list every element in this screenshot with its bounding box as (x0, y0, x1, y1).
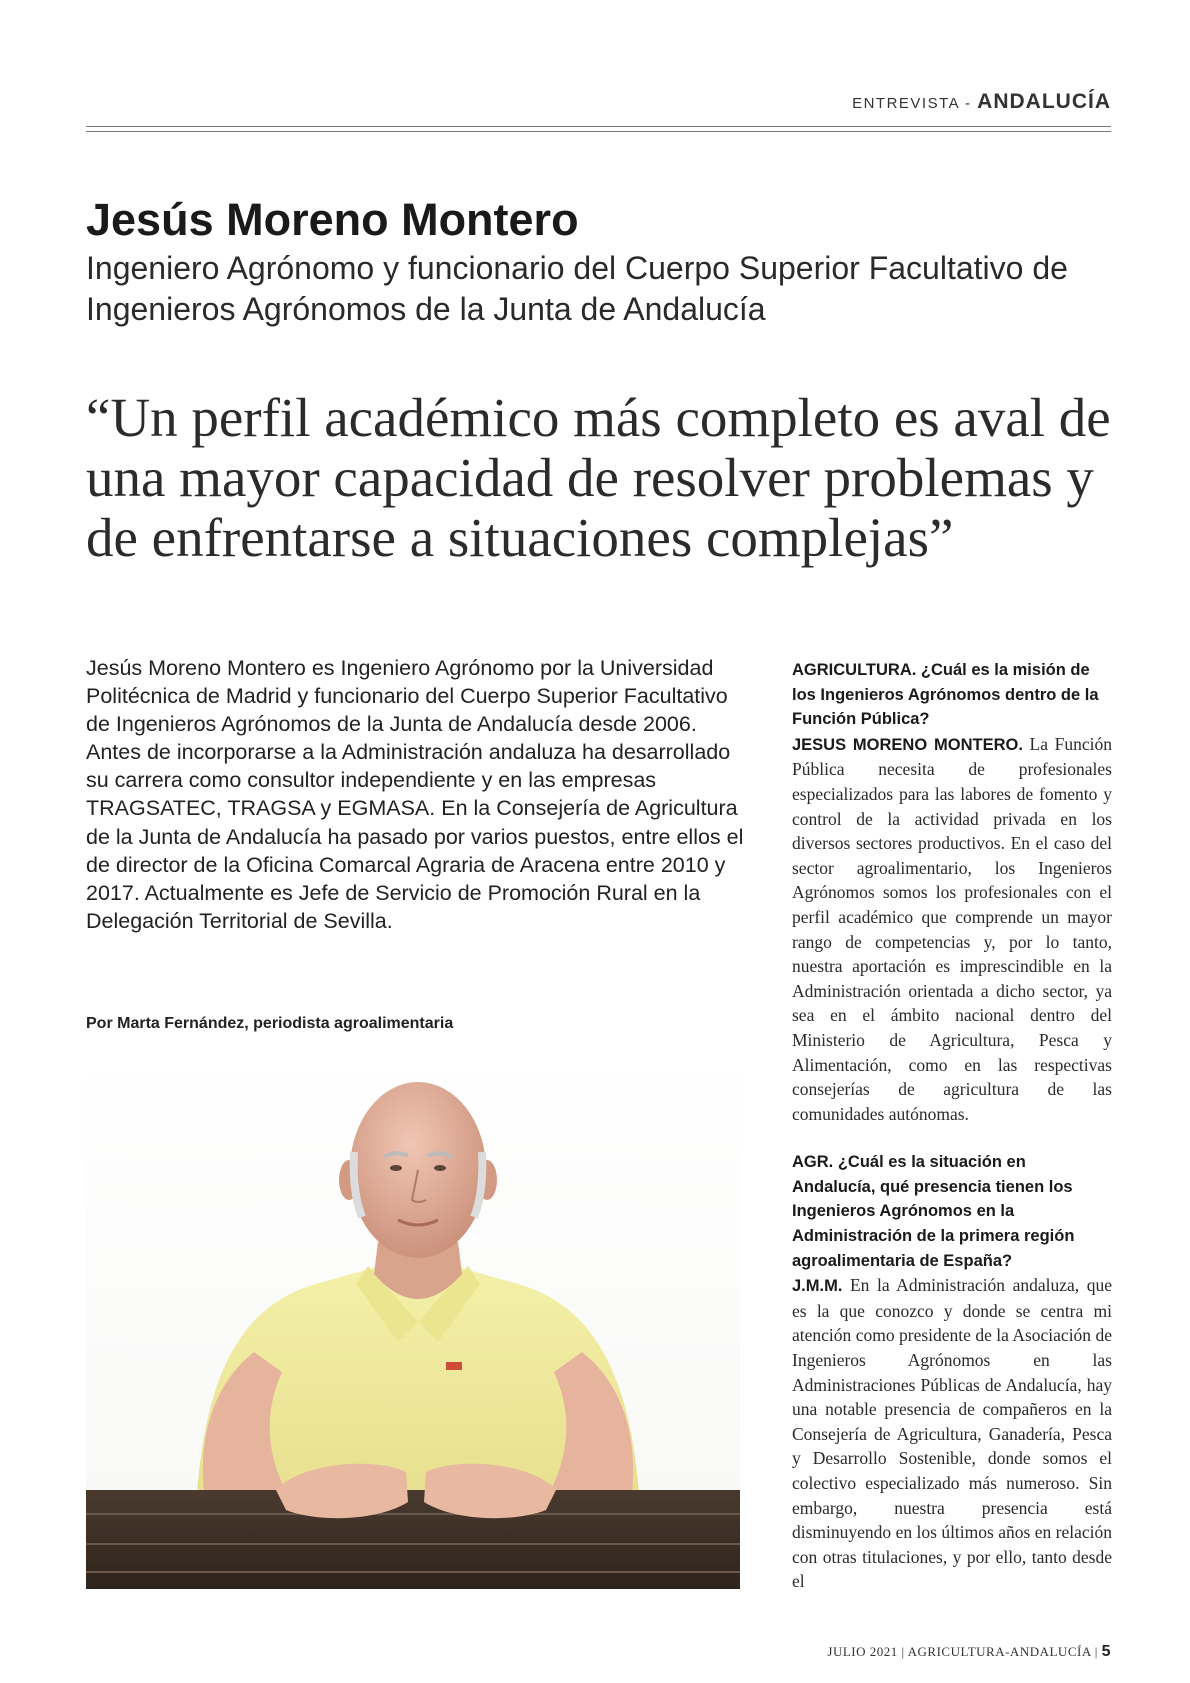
interviewee-name: Jesús Moreno Montero (86, 194, 579, 245)
portrait-photo (86, 1052, 740, 1589)
interview-column (792, 658, 1112, 1594)
portrait-illustration (86, 1052, 740, 1589)
speaker-label-2: J.M.M. (792, 1277, 843, 1296)
header-rule-bottom (86, 131, 1111, 132)
footer-issue: JULIO 2021 | AGRICULTURA-ANDALUCÍA | (827, 1644, 1102, 1659)
headline-quote: “Un perfil académico más completo es aval de una mayor capacidad de resolver problemas y de enfrentarse a situaciones complejas” (86, 387, 1111, 568)
speaker-label-1: JESUS MORENO MONTERO. (792, 735, 1023, 754)
intro-paragraph: Jesús Moreno Montero es Ingeniero Agrónomo por la Universidad Politécnica de Madrid y funcionario del Cuerpo Superior Facultativo de Ingenieros Agrónomos de la Junta de Andalucía desde 2006. Antes de incorporarse a la Administración andaluza ha desarrollado su carrera como consultor independiente y en las empresas TRAGSATEC, TRAGSA y EGMASA. En la Consejería de Agricultura de la Junta de Andalucía ha pasado por varios puestos, entre ellos el de director de la Oficina Comarcal Agraria de Aracena entre 2010 y 2017. Actualmente es Jefe de Servicio de Promoción Rural en la Delegación Territorial de Sevilla. (86, 656, 744, 933)
page-number: 5 (1101, 1643, 1111, 1660)
section-label: ENTREVISTA - (852, 95, 978, 112)
interview-question-2: AGR. ¿Cuál es la situación en Andalucía, qué presencia tienen los Ingenieros Agrónomos en la Administración de la primera región agroalimentaria de España? (792, 1153, 1075, 1270)
interview-question-1: AGRICULTURA. ¿Cuál es la misión de los Ingenieros Agrónomos dentro de la Función Pública? (792, 661, 1099, 729)
answer-text-2: En la Administración andaluza, que es la que conozco y donde se centra mi atención como presidente de la Asociación de Ingenieros Agrónomos en las Administraciones Públicas de Andalucía, hay una notable presencia de compañeros en la Consejería de Agricultura, Ganadería, Pesca y Desarrollo Sostenible, donde somos el colectivo especializado más numeroso. Sin embargo, nuestra presencia está disminuyendo en los últimos años en relación con otras titulaciones, y por ello, tanto desde el (792, 1275, 1112, 1592)
interview-answer-1 (792, 732, 1112, 1127)
region-label: ANDALUCÍA (977, 90, 1111, 113)
section-header (852, 90, 1111, 114)
page-footer (827, 1643, 1111, 1661)
answer-text-1: La Función Pública necesita de profesionales especializados para las labores de fomento y control de la actividad privada en los diversos sectores productivos. En el caso del sector agroalimentario, los Ingenieros Agrónomos somos los profesionales con el perfil académico que comprende un mayor rango de competencias y, por lo tanto, nuestra aportación es imprescindible en la Administración orientada a dicho sector, ya sea en el ámbito nacional dentro del Ministerio de Agricultura, Pesca y Alimentación, como en las respectivas consejerías de agricultura de las comunidades autónomas. (792, 733, 1112, 1124)
byline: Por Marta Fernández, periodista agroalimentaria (86, 1015, 454, 1032)
interviewee-role: Ingeniero Agrónomo y funcionario del Cuerpo Superior Facultativo de Ingenieros Agrónomos de la Junta de Andalucía (86, 250, 1068, 327)
interview-answer-2 (792, 1273, 1112, 1594)
header-rule-top (86, 126, 1111, 127)
